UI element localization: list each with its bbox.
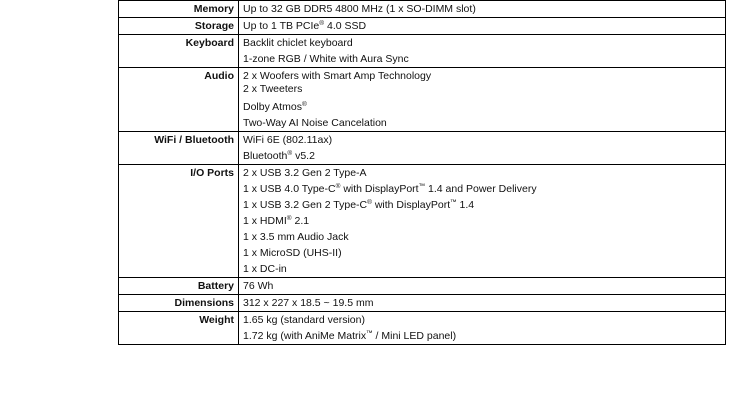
spec-values — [239, 312, 726, 345]
spec-value-line — [243, 213, 721, 229]
spec-value-text: 4.0 SSD — [324, 20, 367, 32]
spec-label: Battery — [119, 278, 239, 295]
spec-label: Keyboard — [119, 35, 239, 68]
spec-value-text: with DisplayPort — [371, 199, 451, 211]
spec-values — [239, 18, 726, 35]
spec-value-line — [243, 229, 721, 245]
spec-value-line — [243, 278, 721, 294]
spec-value-text: with DisplayPort — [340, 183, 419, 195]
trademark-mark: ® — [319, 20, 325, 27]
spec-value-text: / Mini LED panel) — [372, 330, 457, 342]
spec-value-text: 2.1 — [291, 215, 310, 227]
trademark-mark: ® — [301, 101, 307, 108]
spec-values — [239, 132, 726, 165]
spec-value-line — [243, 1, 721, 17]
spec-value-line — [243, 165, 721, 181]
spec-row-i-o-ports — [119, 165, 726, 278]
spec-label: I/O Ports — [119, 165, 239, 278]
spec-value-text: 2 x Woofers with Smart Amp Technology — [243, 70, 432, 82]
spec-label: Dimensions — [119, 295, 239, 312]
spec-value-text: Up to 32 GB DDR5 4800 MHz (1 x SO-DIMM slot) — [243, 3, 476, 15]
spec-value-text: 1-zone RGB / White with Aura Sync — [243, 53, 409, 65]
trademark-mark: ® — [287, 150, 293, 157]
spec-value-text: Backlit chiclet keyboard — [243, 37, 353, 49]
trademark-mark: ® — [367, 199, 372, 206]
spec-value-line — [243, 148, 721, 164]
spec-value-line — [243, 68, 721, 83]
trademark-mark: ® — [335, 183, 341, 190]
spec-value-line — [243, 328, 721, 344]
spec-value-text: v5.2 — [292, 150, 315, 162]
spec-value-line — [243, 99, 721, 115]
spec-value-text: 1 x DC-in — [243, 263, 287, 275]
spec-value-line — [243, 261, 721, 277]
spec-label: WiFi / Bluetooth — [119, 132, 239, 165]
spec-value-line — [243, 115, 721, 131]
spec-value-line — [243, 295, 721, 311]
spec-value-text: 1 x 3.5 mm Audio Jack — [243, 231, 349, 243]
spec-values — [239, 165, 726, 278]
spec-values — [239, 278, 726, 295]
spec-value-text: 2 x Tweeters — [243, 83, 303, 95]
trademark-mark: ® — [286, 215, 292, 222]
spec-value-text: 1 x USB 3.2 Gen 2 Type-C — [243, 199, 368, 211]
spec-value-text: 2 x USB 3.2 Gen 2 Type-A — [243, 167, 367, 179]
spec-label: Weight — [119, 312, 239, 345]
spec-value-text: Two-Way AI Noise Cancelation — [243, 117, 387, 129]
spec-value-line — [243, 181, 721, 197]
spec-value-text: Bluetooth — [243, 150, 288, 162]
spec-value-text: 1 x MicroSD (UHS-II) — [243, 247, 342, 259]
spec-value-text: Dolby Atmos — [243, 101, 302, 113]
spec-row-memory — [119, 1, 726, 18]
spec-value-line — [243, 312, 721, 328]
spec-value-text: 1.4 — [456, 199, 475, 211]
spec-row-wifi-bluetooth — [119, 132, 726, 165]
spec-value-line — [243, 245, 721, 261]
spec-row-audio — [119, 68, 726, 132]
spec-value-line — [243, 83, 721, 99]
spec-value-line — [243, 51, 721, 67]
spec-row-storage — [119, 18, 726, 35]
spec-value-text: WiFi 6E (802.11ax) — [243, 134, 333, 146]
spec-label: Memory — [119, 1, 239, 18]
spec-value-line — [243, 35, 721, 51]
spec-table — [118, 0, 726, 345]
spec-row-keyboard — [119, 35, 726, 68]
spec-value-text: 1 x USB 4.0 Type-C — [243, 183, 336, 195]
spec-value-text: 1.72 kg (with AniMe Matrix — [243, 330, 367, 342]
spec-label: Storage — [119, 18, 239, 35]
spec-value-text: 1 x HDMI — [243, 215, 287, 227]
spec-values — [239, 35, 726, 68]
spec-value-text: 1.4 and Power Delivery — [425, 183, 537, 195]
spec-value-line — [243, 18, 721, 34]
spec-value-text: 1.65 kg (standard version) — [243, 314, 365, 326]
spec-values — [239, 295, 726, 312]
trademark-mark: ™ — [450, 199, 457, 206]
spec-row-battery — [119, 278, 726, 295]
spec-value-text: Up to 1 TB PCIe — [243, 20, 320, 32]
spec-value-text: 76 Wh — [243, 280, 274, 292]
spec-value-line — [243, 197, 721, 213]
spec-value-line — [243, 132, 721, 148]
trademark-mark: ™ — [418, 183, 426, 190]
trademark-mark: ™ — [366, 330, 373, 337]
spec-label: Audio — [119, 68, 239, 132]
spec-row-weight — [119, 312, 726, 345]
spec-values — [239, 1, 726, 18]
spec-table-body — [119, 1, 726, 345]
spec-row-dimensions — [119, 295, 726, 312]
spec-value-text: 312 x 227 x 18.5 ~ 19.5 mm — [243, 297, 374, 309]
spec-values — [239, 68, 726, 132]
